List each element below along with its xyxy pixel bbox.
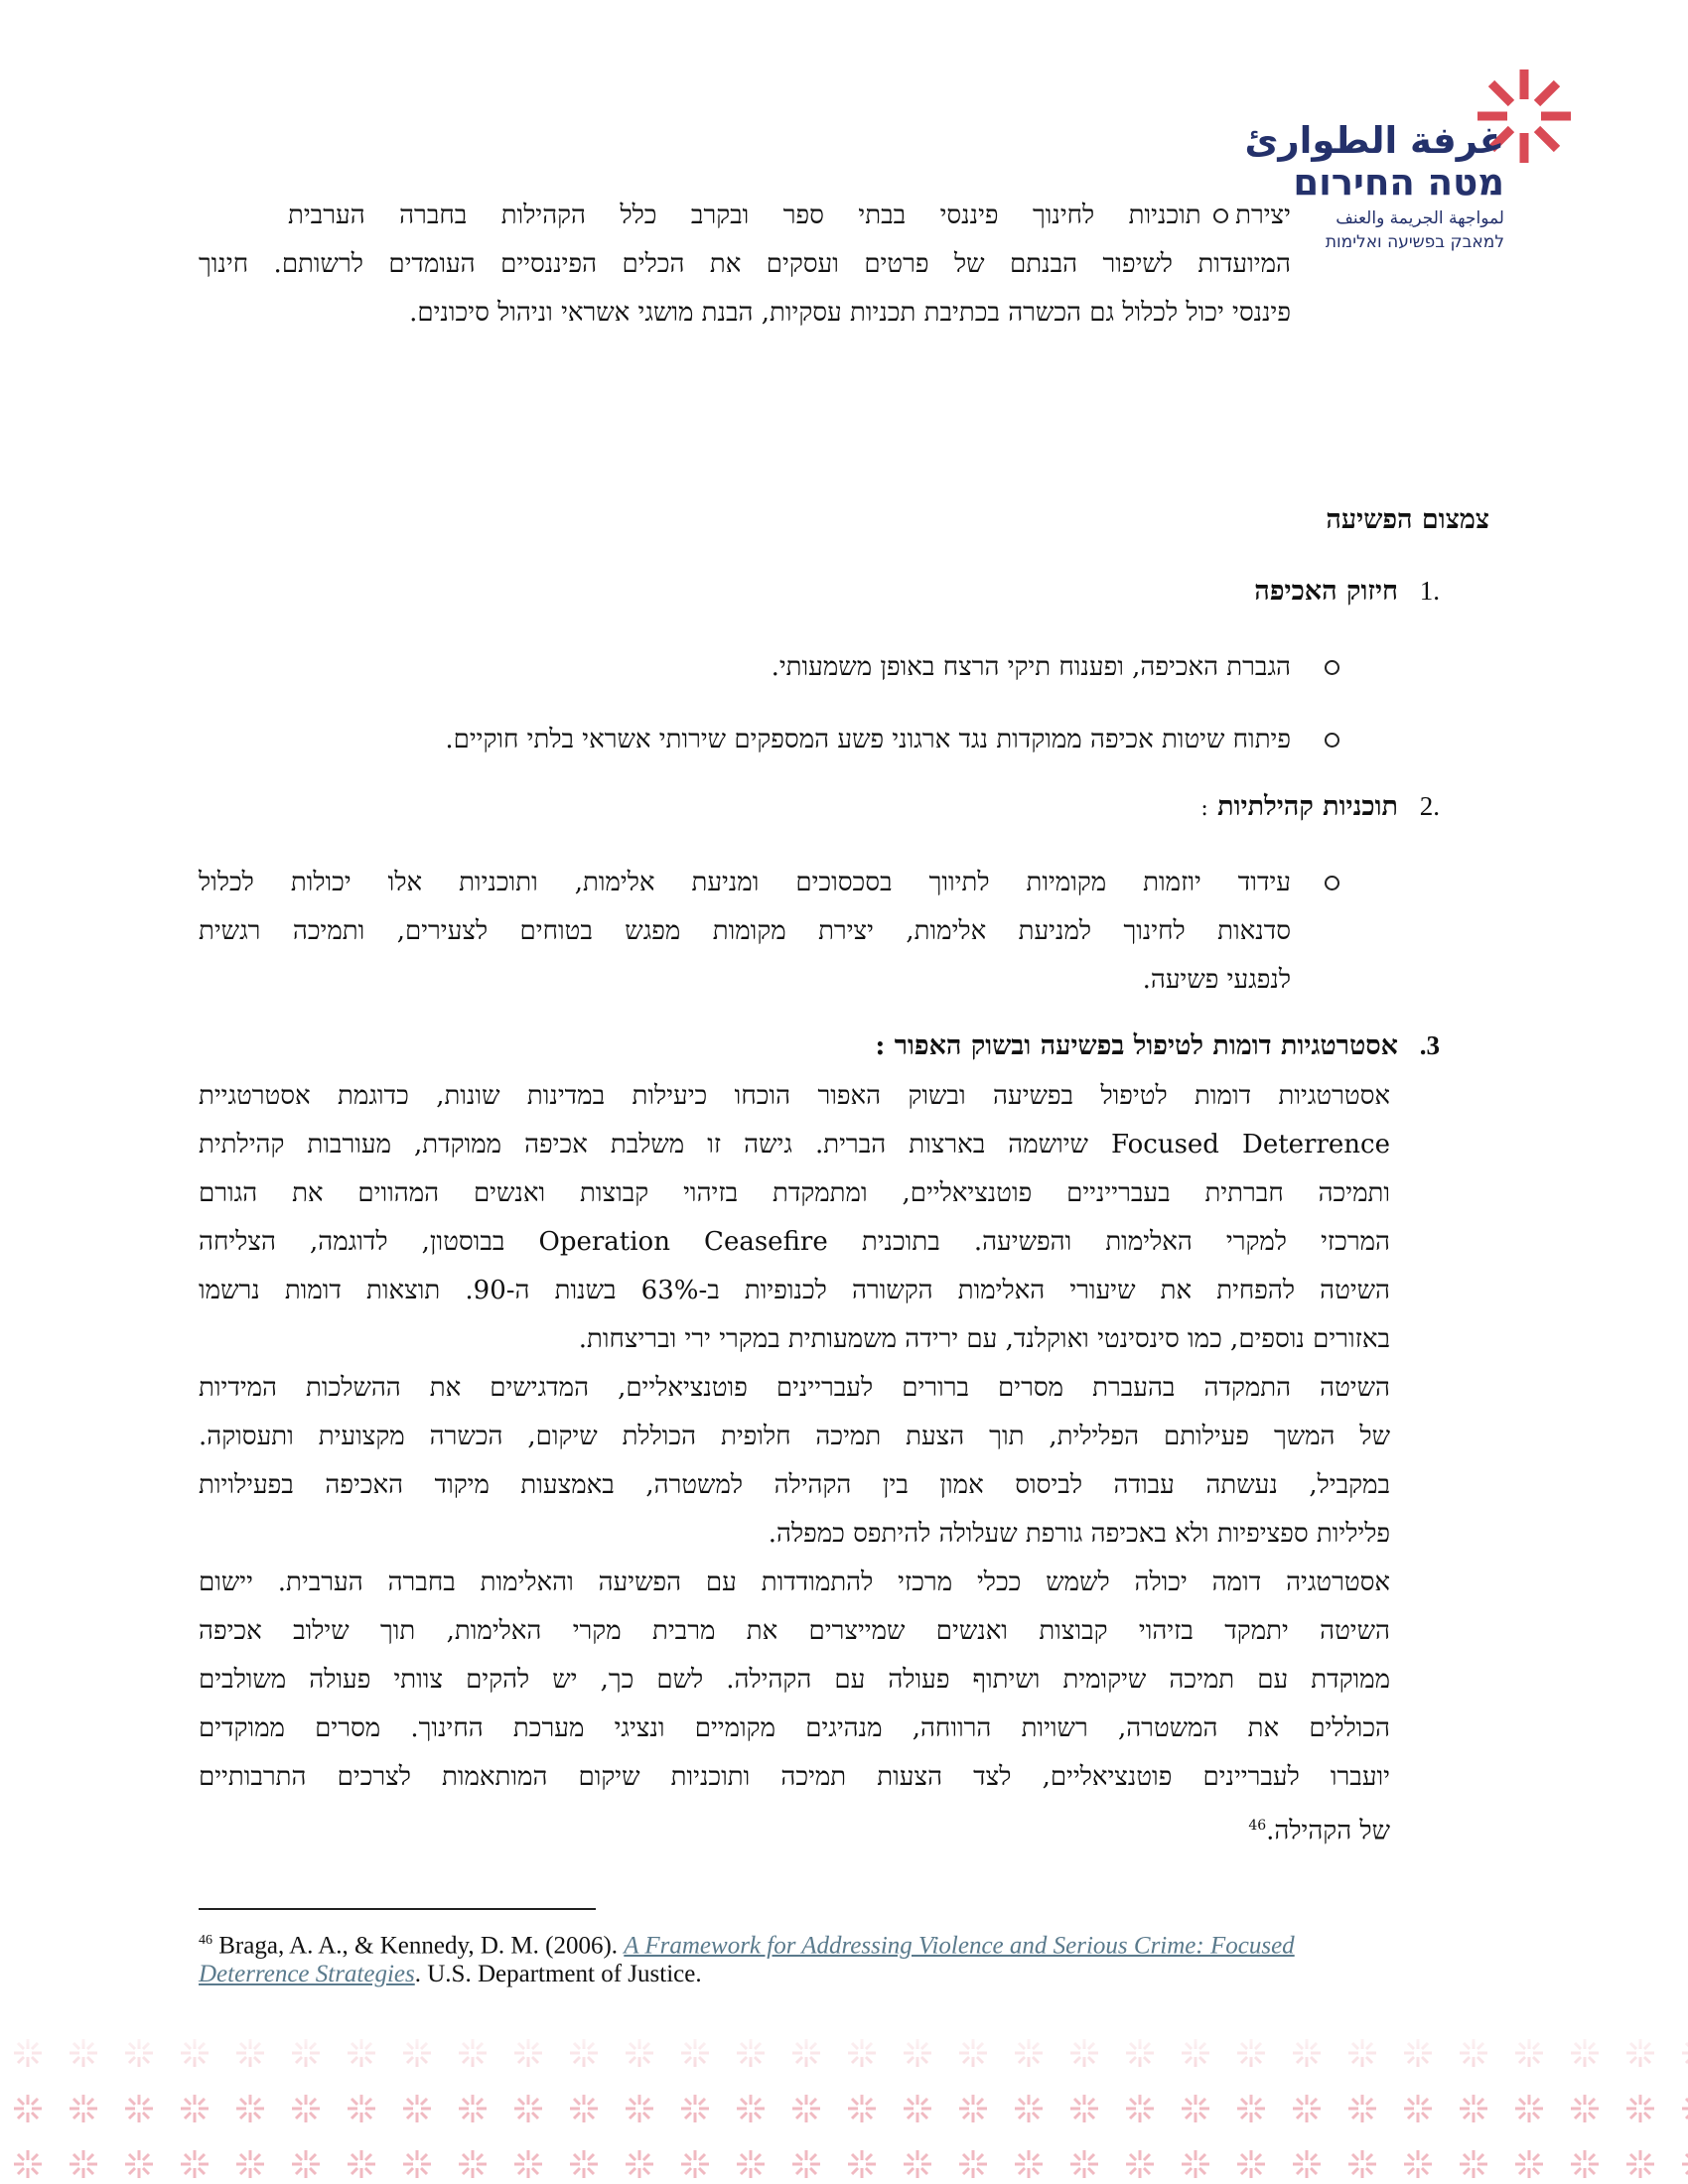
text-line: המרכזי למקרי האלימות והפשיעה. בתוכנית Operation Ceasefire בבוסטון, לדוגמה, הצליחה [199, 1227, 1390, 1257]
list-number: 1. [1419, 576, 1440, 606]
bullet-text [199, 859, 1291, 1005]
intro-bullet-text [199, 192, 1291, 338]
text-line: פיננסי יכול לכלול גם הכשרה בכתיבת תכניות עסקיות, הבנת מושגי אשראי וניהול סיכונים. [409, 298, 1291, 328]
footnote [199, 1926, 1410, 1988]
text-line: לנפגעי פשיעה. [1142, 965, 1291, 995]
logo-hebrew-title: מטה החירום [1293, 161, 1504, 204]
text-line: הגברת האכיפה, ופענוח תיקי הרצח באופן משמעותי. [771, 652, 1291, 682]
text-line: ותמיכה חברתית בעברייניים פוטנציאליים, ומתמקדת בזיהוי קבוצות ואנשים המהווים את הגורם [199, 1178, 1390, 1208]
text-line: פיתוח שיטות אכיפה ממוקדות נגד ארגוני פשע המספקים שירותי אשראי בלתי חוקיים. [445, 725, 1291, 754]
text-line: במקביל, נעשתה עבודה לביסוס אמון בין הקהילה למשטרה, באמצעות מיקוד האכיפה בפעילויות [199, 1470, 1390, 1500]
logo-arabic-subtitle: لمواجهة الجريمة والعنف [1336, 208, 1504, 228]
section-title: צמצום הפשיעה [1326, 504, 1489, 535]
text-line: המיועדות לשיפור הבנתם של פרטים ועסקים את הכלים הפיננסיים העומדים לרשותם. חינוך [199, 249, 1291, 279]
footnote-reference[interactable]: 46 [1248, 1818, 1267, 1834]
text-line: Focused Deterrence שיושמה בארצות הברית. גישה זו משלבת אכיפה ממוקדת, מעורבות קהילתית [199, 1130, 1390, 1160]
text-line: יועברו לעבריינים פוטנציאליים, לצד הצעות תמיכה ותוכניות שיקום המותאמות לצרכים התרבותיים [199, 1762, 1391, 1792]
text-line: אסטרטגיות דומות לטיפול בפשיעה ובשוק האפור הוכחו כיעילות במדינות שונות, כדוגמת אסטרטגיית [199, 1081, 1390, 1111]
text-line: סדנאות לחינוך למניעת אלימות, יצירת מקומות מפגש בטוחים לצעירים, ותמיכה רגשית [199, 916, 1291, 946]
bullet-marker [1325, 876, 1339, 890]
footnote-separator [199, 1908, 596, 1910]
text-line: פליליות ספציפיות ולא באכיפה גורפת שעלולה להיתפס כמפלה. [768, 1519, 1390, 1549]
bullet-marker [1325, 660, 1339, 675]
footnote-marker: 46 [199, 1933, 212, 1948]
bullet-marker [1325, 733, 1339, 748]
item-body [199, 1072, 1390, 1856]
text-line: אסטרטגיה דומה יכולה לשמש ככלי מרכזי להתמודדות עם הפשיעה והאלימות בחברה הערבית. יישום [199, 1568, 1390, 1597]
footnote-authors: Braga, A. A., & Kennedy, D. M. (2006). [212, 1932, 625, 1960]
text-line: עידוד יוזמות מקומיות לתיווך בסכסוכים ומניעת אלימות, ותוכניות אלו יכולות לכלול [199, 868, 1291, 897]
text-line: יצירת תוכניות לחינוך פיננסי בבתי ספר ובקרב כלל הקהילות בחברה הערבית [288, 201, 1291, 230]
list-number: 2. [1419, 791, 1440, 821]
bullet-text [445, 716, 1291, 764]
item-heading [1200, 791, 1398, 822]
logo-hebrew-subtitle: למאבק בפשיעה ואלימות [1325, 232, 1504, 252]
text-line: ממוקדת עם תמיכה שיקומית ושיתוף פעולה עם הקהילה. לשם כך, יש להקים צוותי פעולה משולבים [199, 1665, 1390, 1695]
item-heading-text: תוכניות קהילתיות [1217, 791, 1398, 822]
bullet-text [772, 643, 1291, 692]
organization-logo [1244, 62, 1579, 252]
text-line: של המשך פעילותם הפלילית, תוך הצעת תמיכה חלופית הכוללת שיקום, הכשרה מקצועית ותעסוקה. [199, 1422, 1390, 1451]
list-number: .3 [1419, 1030, 1440, 1060]
item-heading-suffix: : [1200, 796, 1208, 821]
text-line: השיטה להפחית את שיעורי האלימות הקשורה לכנופיות ב-63% בשנות ה-90. תוצאות דומות נרשמו [199, 1276, 1390, 1305]
text-line: באזורים נוספים, כמו סינסינטי ואוקלנד, עם ירידה משמעותית במקרי ירי ובריצחות. [578, 1324, 1390, 1354]
logo-arabic-title: غرفة الطوارئ [1244, 119, 1504, 162]
text-line [199, 1802, 1390, 1856]
decorative-pattern-footer [0, 2025, 1688, 2184]
text-line: הכוללים את המשטרה, רשויות הרווחה, מנהיגים מקומיים ונציגי מערכת החינוך. מסרים ממוקדים [199, 1713, 1390, 1743]
item-heading: חיזוק האכיפה [1254, 576, 1398, 607]
item-heading: אסטרטגיות דומות לטיפול בפשיעה ובשוק האפור : [875, 1030, 1398, 1061]
footnote-link[interactable]: A Framework for Addressing Violence and Serious Crime: Focused Deterrence Strategies [199, 1932, 1295, 1988]
footnote-publisher: . U.S. Department of Justice. [414, 1961, 702, 1988]
text-line: השיטה יתמקד בזיהוי קבוצות ואנשים שמייצרים את מרבית מקרי האלימות, תוך שילוב אכיפה [199, 1616, 1390, 1646]
text-line-content: של הקהילה. [1266, 1816, 1390, 1846]
text-line: השיטה התמקדה בהעברת מסרים ברורים לעבריינים פוטנציאליים, המדגישים את ההשלכות המידיות [199, 1373, 1390, 1403]
